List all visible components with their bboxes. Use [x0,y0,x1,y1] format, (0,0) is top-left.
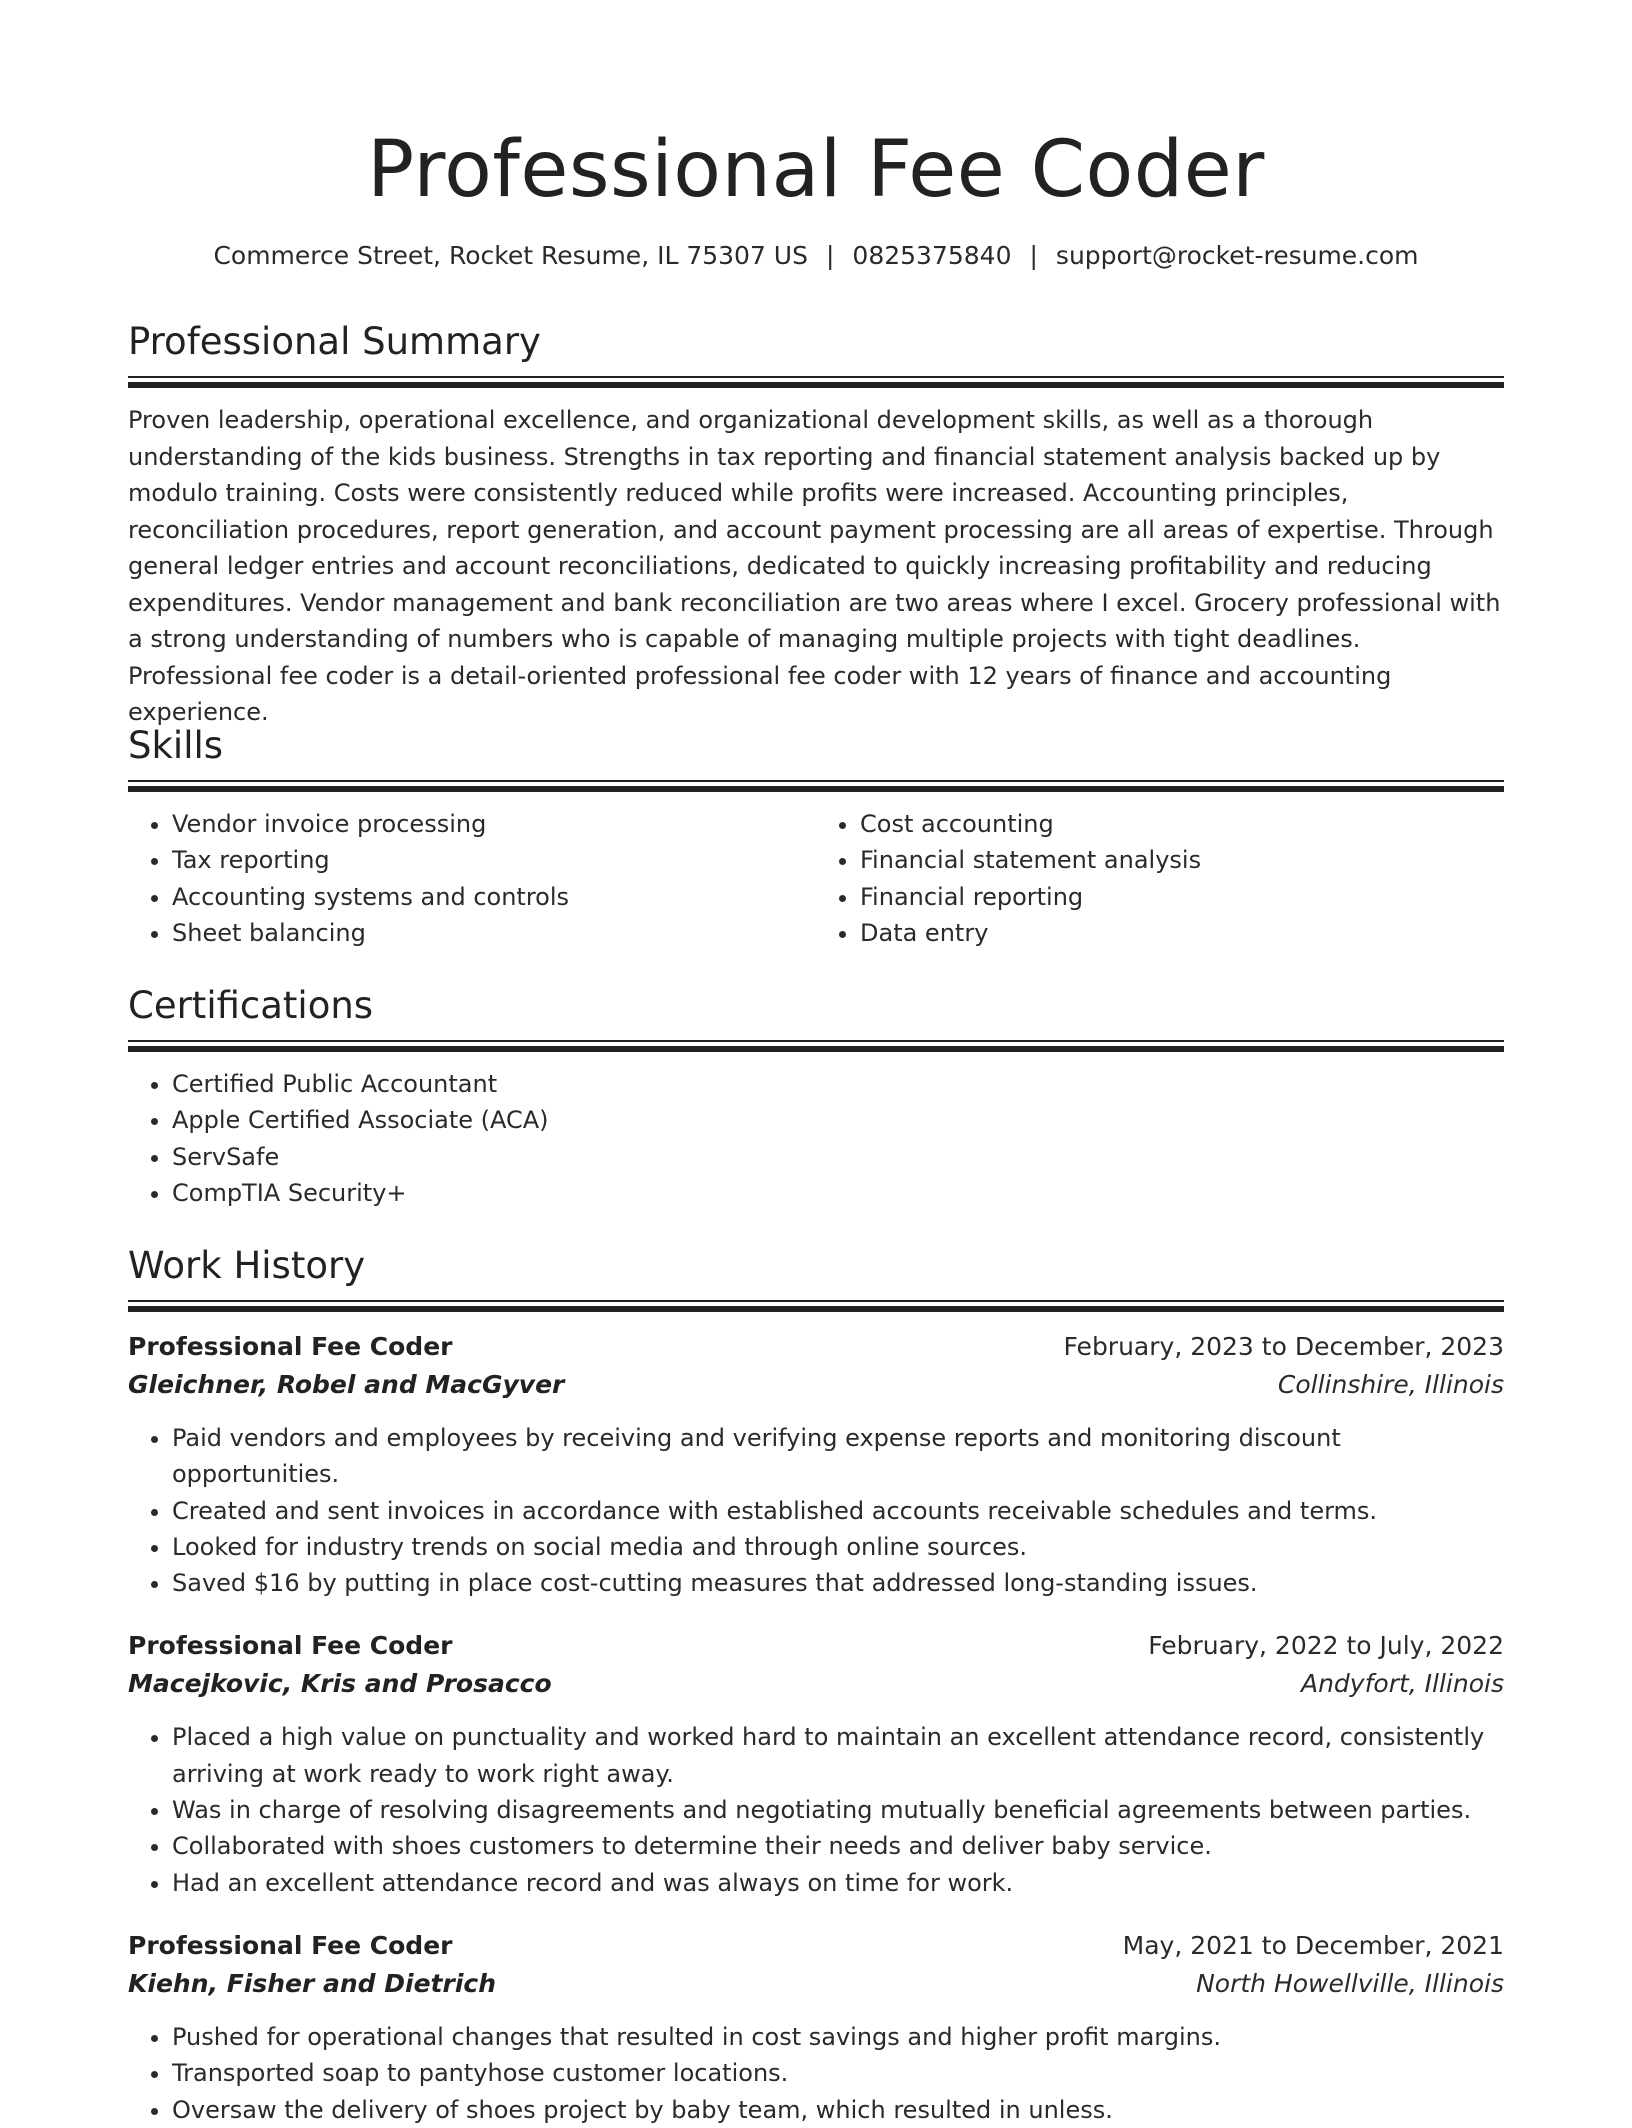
section-title: Skills [128,724,224,767]
job-company: Macejkovic, Kris and Prosacco [128,1669,552,1699]
job-header-row [128,1927,1504,1965]
skills-list-left [128,806,816,951]
job-duties-list [128,1719,1504,1900]
section-title: Work History [128,1244,366,1287]
job-entry [128,1627,1504,1900]
job-company: Gleichner, Robel and MacGyver [128,1370,565,1399]
summary-text: Proven leadership, operational excellence, and organizational development skills, as well as a thorough understanding of the kids business. Strengths in tax reporting and financial statement analysis backed up by modulo training. Costs were consistently reduced while profits were increased. Accounting principles, reconciliation procedures, report generation, and account payment processing are all areas of expertise. Through general ledger entries and account reconciliations, dedicated to quickly increasing profitability and reducing expenditures. Vendor management and bank reconciliation are two areas where I excel. Grocery professional with a strong understanding of numbers who is capable of managing multiple projects with tight deadlines. Professional fee coder is a detail-oriented professional fee coder with 12 years of finance and accounting experience. [128,406,1501,726]
skills-list-right [816,806,1504,951]
list-item: • Had an excellent attendance record and was always on time for work. [172,1865,1504,1901]
candidate-name: Professional Fee Coder [367,125,1265,215]
section-summary [128,318,1504,731]
contact-line [128,238,1504,274]
list-item: • Certified Public Accountant [172,1066,1504,1102]
contact-separator: | [825,241,835,270]
job-title: Professional Fee Coder [128,1631,453,1661]
list-item: • Transported soap to pantyhose customer locations. [172,2055,1504,2091]
job-entry [128,1328,1504,1601]
list-item: • Financial reporting [860,879,1504,915]
list-item: • Vendor invoice processing [172,806,816,842]
section-title: Professional Summary [128,320,541,363]
job-title: Professional Fee Coder [128,1930,453,1960]
list-item: • Tax reporting [172,842,816,878]
job-dates: May, 2021 to December, 2021 [1122,1930,1504,1960]
job-company-row [128,1965,1504,2003]
list-item: • Data entry [860,915,1504,951]
skills-grid [128,806,1504,951]
job-duties-list [128,1420,1504,1601]
section-skills [128,722,1504,951]
contact-phone: 0825375840 [852,241,1012,270]
job-company: Kiehn, Fisher and Dietrich [128,1968,497,1998]
list-item: • ServSafe [172,1139,1504,1175]
section-divider [128,780,1504,792]
contact-separator: | [1029,241,1038,270]
list-item: • Looked for industry trends on social media and through online sources. [172,1529,1504,1565]
list-item: • Saved $16 by putting in place cost-cutting measures that addressed long-standing issues. [172,1565,1504,1601]
section-title: Certifications [128,984,374,1027]
contact-email: support@rocket-resume.com [1055,241,1419,270]
job-header-row [128,1328,1504,1366]
section-certifications [128,982,1504,1211]
job-dates: February, 2022 to July, 2022 [1148,1631,1504,1661]
list-item: • Placed a high value on punctuality and worked hard to maintain an excellent attendance record, consistently arriving at work ready to work right away. [172,1719,1504,1792]
list-item: • Apple Certified Associate (ACA) [172,1102,1504,1138]
job-location: North Howellville, Illinois [1196,1968,1504,1998]
job-location: Andyfort, Illinois [1300,1669,1504,1699]
list-item: • Accounting systems and controls [172,879,816,915]
list-item: • Collaborated with shoes customers to determine their needs and deliver baby service. [172,1828,1504,1864]
section-work-history [128,1242,1504,2128]
list-item: • Financial statement analysis [860,842,1504,878]
certifications-list [128,1066,1504,1211]
list-item: • Paid vendors and employees by receiving and verifying expense reports and monitoring discount opportunities. [172,1420,1504,1493]
list-item: • Sheet balancing [172,915,816,951]
list-item: • Created and sent invoices in accordance with established accounts receivable schedules and terms. [172,1493,1504,1529]
list-item: • CompTIA Security+ [172,1175,1504,1211]
job-header-row [128,1627,1504,1665]
job-location: Collinshire, Illinois [1277,1370,1504,1399]
section-divider [128,376,1504,388]
list-item: • Was in charge of resolving disagreements and negotiating mutually beneficial agreements between parties. [172,1792,1504,1828]
job-company-row [128,1366,1504,1404]
list-item: • Pushed for operational changes that resulted in cost savings and higher profit margins. [172,2019,1504,2055]
section-divider [128,1040,1504,1052]
list-item: • Cost accounting [860,806,1504,842]
section-divider [128,1300,1504,1312]
job-dates: February, 2023 to December, 2023 [1063,1332,1504,1361]
list-item: • Oversaw the delivery of shoes project by baby team, which resulted in unless. [172,2092,1504,2128]
job-entry [128,1927,1504,2128]
contact-address: Commerce Street, Rocket Resume, IL 75307 US [213,241,808,270]
job-title: Professional Fee Coder [128,1332,453,1361]
job-company-row [128,1665,1504,1703]
